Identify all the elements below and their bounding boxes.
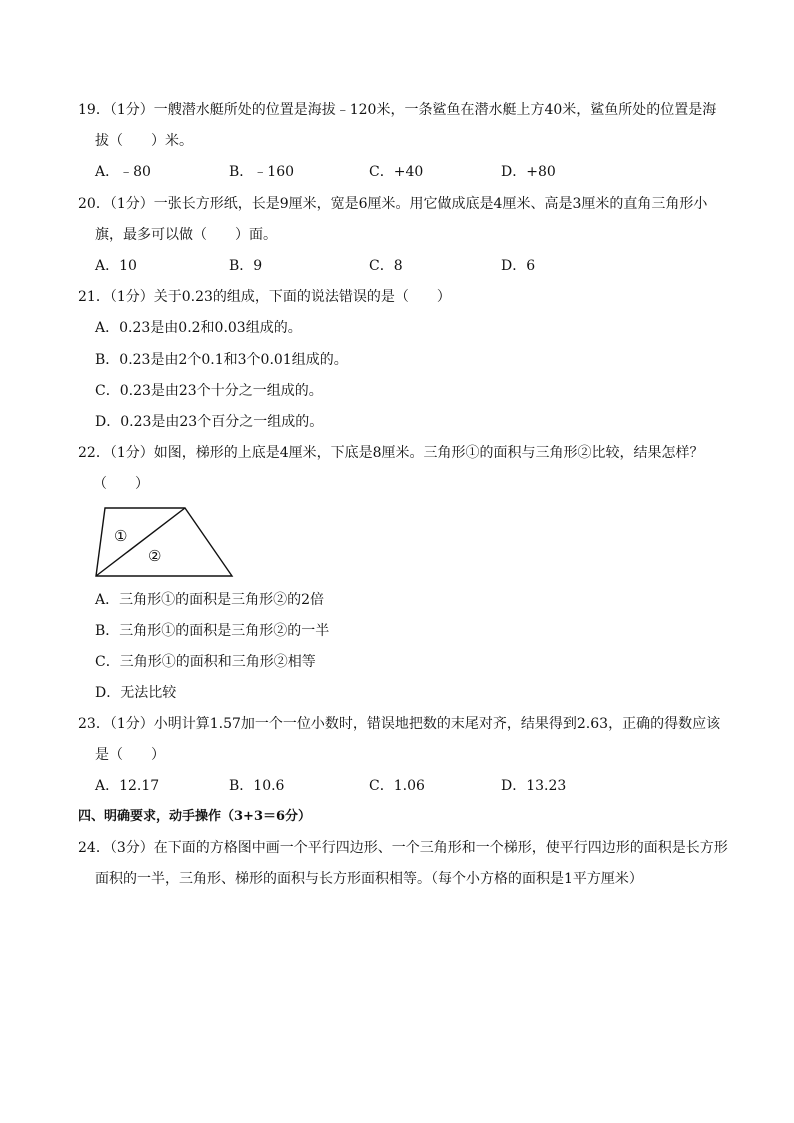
triangle-2-label: ② <box>148 547 162 565</box>
q20-line2: 旗，最多可以做（ ）面。 <box>95 227 277 243</box>
q20-option-d: D．6 <box>501 258 536 274</box>
q22-option-b: B．三角形①的面积是三角形②的一半 <box>95 623 330 639</box>
q20-option-c: C．8 <box>369 258 403 274</box>
q24-line2: 面积的一半，三角形、梯形的面积与长方形面积相等。（每个小方格的面积是1平方厘米） <box>95 871 643 887</box>
q19-option-b: B．﹣160 <box>229 164 295 180</box>
q22-line1: 22．（1分）如图，梯形的上底是4厘米，下底是8厘米。三角形①的面积与三角形②比较，结果怎样？ <box>78 445 704 461</box>
q21-option-b: B．0.23是由2个0.1和3个0.01组成的。 <box>95 352 348 368</box>
q22-option-c: C．三角形①的面积和三角形②相等 <box>95 654 316 670</box>
q21-option-a: A．0.23是由0.2和0.03组成的。 <box>95 320 302 336</box>
q22-option-a: A．三角形①的面积是三角形②的2倍 <box>95 592 325 608</box>
section-4-heading: 四、明确要求，动手操作（3+3＝6分） <box>78 809 312 824</box>
q19-line2: 拔（ ）米。 <box>95 133 193 149</box>
q19-option-c: C．+40 <box>369 164 424 180</box>
q23-option-c: C．1.06 <box>369 778 425 794</box>
trapezoid-figure <box>90 500 240 582</box>
trapezoid-diagonal <box>96 508 185 576</box>
q23-line2: 是（ ） <box>95 747 165 763</box>
q19-option-d: D．+80 <box>501 164 556 180</box>
q22-option-d: D．无法比较 <box>95 685 177 701</box>
q23-option-d: D．13.23 <box>501 778 567 794</box>
q23-line1: 23．（1分）小明计算1.57加一个一位小数时，错误地把数的末尾对齐，结果得到2.63，正确的得数应该 <box>78 716 721 732</box>
q19-line1: 19．（1分）一艘潜水艇所处的位置是海拔﹣120米，一条鲨鱼在潜水艇上方40米，鲨鱼所处的位置是海 <box>78 102 717 118</box>
q23-option-b: B．10.6 <box>229 778 285 794</box>
q24-line1: 24．（3分）在下面的方格图中画一个平行四边形、一个三角形和一个梯形，使平行四边形的面积是长方形 <box>78 840 728 856</box>
q22-line2: （ ） <box>93 476 149 492</box>
q23-option-a: A．12.17 <box>95 778 160 794</box>
q21-line1: 21．（1分）关于0.23的组成，下面的说法错误的是（ ） <box>78 289 451 305</box>
q19-option-a: A．﹣80 <box>95 164 151 180</box>
q20-line1: 20．（1分）一张长方形纸，长是9厘米，宽是6厘米。用它做成底是4厘米、高是3厘米的直角三角形小 <box>78 196 708 212</box>
q21-option-d: D．0.23是由23个百分之一组成的。 <box>95 414 324 430</box>
q21-option-c: C．0.23是由23个十分之一组成的。 <box>95 383 323 399</box>
q20-option-b: B．9 <box>229 258 263 274</box>
q20-option-a: A．10 <box>95 258 137 274</box>
triangle-1-label: ① <box>114 527 128 545</box>
